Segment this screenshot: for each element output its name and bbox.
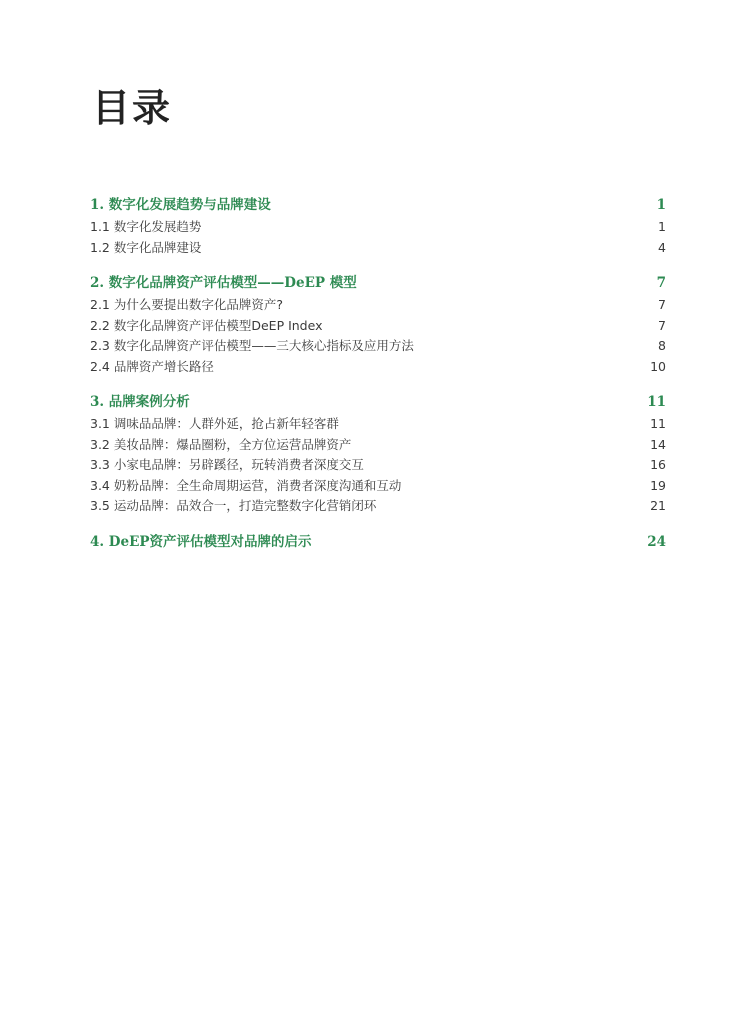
toc-entry[interactable] <box>90 357 666 378</box>
toc-section-3 <box>90 390 666 517</box>
toc-entry-label: 2.1 为什么要提出数字化品牌资产? <box>90 297 283 312</box>
toc-entry-label: 1.1 数字化发展趋势 <box>90 219 202 234</box>
toc-entry-label: 3.2 美妆品牌：爆品圈粉，全方位运营品牌资产 <box>90 436 352 452</box>
toc-entry-label: 1.2 数字化品牌建设 <box>90 239 202 255</box>
toc-entry-label: 3.1 调味品品牌：人群外延，抢占新年轻客群 <box>90 416 339 431</box>
toc-section-title: 4. DeEP资产评估模型对品牌的启示 <box>90 533 312 550</box>
toc-entry-label: 2.3 数字化品牌资产评估模型——三大核心指标及应用方法 <box>90 338 414 353</box>
toc-section-heading[interactable] <box>90 193 666 217</box>
toc-entry[interactable] <box>90 316 666 337</box>
toc-section-heading[interactable] <box>90 271 666 295</box>
toc-entry[interactable] <box>90 414 666 435</box>
toc-page-number: 7 <box>658 317 666 333</box>
toc-entry-label: 3.5 运动品牌：品效合一，打造完整数字化营销闭环 <box>90 498 377 513</box>
toc-entry-label: 2.2 数字化品牌资产评估模型DeEP Index <box>90 317 323 333</box>
toc-page-number: 4 <box>658 239 666 255</box>
toc-page-number: 14 <box>650 436 666 452</box>
toc-section-heading[interactable] <box>90 390 666 414</box>
toc-page-number: 16 <box>650 457 666 472</box>
toc-entry-label: 3.3 小家电品牌：另辟蹊径，玩转消费者深度交互 <box>90 457 364 472</box>
toc-section-2 <box>90 271 666 377</box>
toc-page-number: 11 <box>650 416 666 431</box>
toc-entry[interactable] <box>90 238 666 259</box>
toc-page-number: 1 <box>658 219 666 234</box>
toc-section-heading[interactable] <box>90 530 666 554</box>
toc-entry-label: 3.4 奶粉品牌：全生命周期运营，消费者深度沟通和互动 <box>90 477 402 493</box>
toc-section-title: 2. 数字化品牌资产评估模型——DeEP 模型 <box>90 275 357 291</box>
toc-page-number: 11 <box>647 394 666 410</box>
toc-entry[interactable] <box>90 295 666 316</box>
toc-entry[interactable] <box>90 455 666 476</box>
toc-entry[interactable] <box>90 217 666 238</box>
toc-section-title: 1. 数字化发展趋势与品牌建设 <box>90 197 271 213</box>
toc-section-title: 3. 品牌案例分析 <box>90 394 190 410</box>
toc-page-number: 7 <box>658 297 666 312</box>
toc-page-number: 7 <box>656 275 666 291</box>
toc-entry-label: 2.4 品牌资产增长路径 <box>90 358 214 374</box>
toc-entry[interactable] <box>90 336 666 357</box>
toc-entry[interactable] <box>90 435 666 456</box>
toc-section-4 <box>90 530 666 554</box>
toc-entry[interactable] <box>90 476 666 497</box>
page-title: 目录 <box>92 85 173 130</box>
toc-page-number: 24 <box>647 533 666 550</box>
toc-page-number: 1 <box>656 197 666 213</box>
toc-section-1 <box>90 193 666 258</box>
toc-page-number: 21 <box>650 498 666 513</box>
toc-page-number: 19 <box>650 477 666 493</box>
table-of-contents <box>90 193 666 567</box>
toc-page-number: 8 <box>658 338 666 353</box>
toc-page-number: 10 <box>650 358 666 374</box>
toc-entry[interactable] <box>90 496 666 517</box>
